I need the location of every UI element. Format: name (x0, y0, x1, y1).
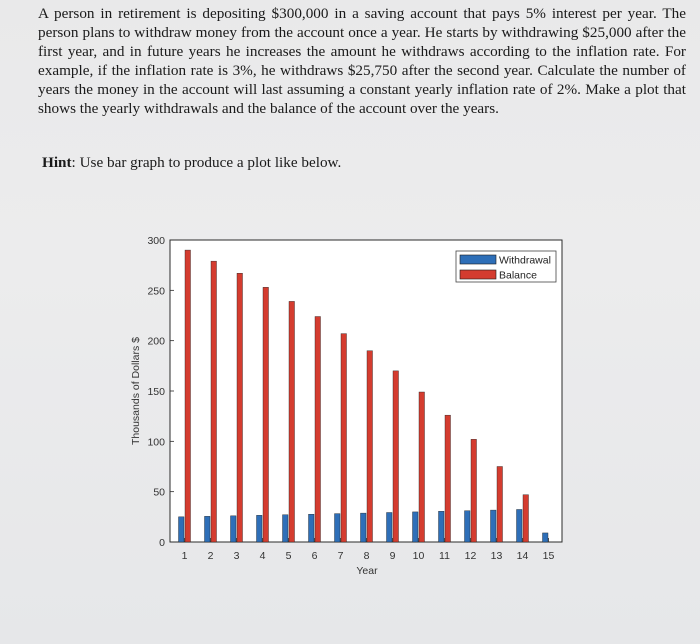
legend-withdrawal-label: Withdrawal (499, 254, 551, 267)
withdrawal-bar-6 (309, 514, 315, 542)
withdrawal-bar-14 (517, 509, 523, 542)
withdrawal-bar-11 (439, 511, 445, 542)
withdrawal-bar-3 (231, 516, 237, 542)
legend-balance-label: Balance (499, 269, 537, 282)
x-tick-label-12: 12 (464, 550, 477, 562)
x-tick-label-4: 4 (259, 550, 266, 562)
balance-bar-14 (523, 495, 529, 542)
x-tick-label-8: 8 (363, 550, 370, 562)
legend-withdrawal-swatch (460, 255, 496, 264)
withdrawal-bar-15 (543, 533, 549, 542)
y-tick-label-50: 50 (153, 486, 165, 499)
withdrawal-bar-13 (491, 510, 497, 542)
x-tick-label-1: 1 (181, 550, 188, 562)
hint-text: : Use bar graph to produce a plot like below. (71, 154, 342, 171)
plot-area (170, 240, 562, 542)
legend (456, 251, 556, 282)
balance-bar-1 (185, 250, 191, 542)
withdrawal-bar-1 (179, 517, 185, 542)
problem-statement: A person in retirement is depositing $300,000 in a saving account that pays 5% interest per year. The person plans to withdraw money from the account once a year. He starts by withdrawing $25,000 after the first year, and in future years he increases the amount he withdraws according to the inflation rate. For example, if the inflation rate is 3%, he withdraws $25,750 after the second year. Calculate the number of years the money in the account will last assuming a constant yearly inflation rate of 2%. Make a plot that shows the yearly withdrawals and the balance of the account over the years. (38, 5, 686, 117)
balance-bar-8 (367, 351, 373, 542)
hint-label: Hint (42, 154, 72, 171)
legend-balance-swatch (460, 270, 496, 279)
y-tick-label-300: 300 (147, 235, 165, 247)
y-tick-label-200: 200 (147, 335, 165, 348)
x-axis-label: Year (356, 565, 378, 577)
y-tick-label-150: 150 (147, 386, 165, 398)
x-tick-label-10: 10 (412, 550, 425, 562)
x-tick-label-6: 6 (311, 550, 318, 562)
x-tick-label-13: 13 (490, 550, 503, 562)
withdrawal-bar-4 (257, 515, 263, 542)
x-tick-label-7: 7 (337, 550, 344, 562)
balance-bar-6 (315, 317, 321, 542)
withdrawal-bar-9 (387, 513, 393, 543)
withdrawal-bar-7 (335, 514, 341, 542)
balance-bar-10 (419, 392, 425, 542)
x-tick-label-14: 14 (516, 550, 529, 562)
y-axis-label: Thousands of Dollars $ (130, 337, 142, 445)
balance-bar-11 (445, 415, 451, 542)
y-tick-label-250: 250 (147, 285, 165, 298)
balance-bar-2 (211, 261, 217, 542)
x-tick-label-9: 9 (389, 550, 396, 562)
withdrawal-bar-2 (205, 516, 211, 542)
withdrawal-bar-5 (283, 515, 289, 542)
balance-bar-5 (289, 301, 295, 542)
balance-bar-13 (497, 467, 503, 543)
withdrawal-bar-8 (361, 513, 367, 542)
balance-bar-9 (393, 371, 399, 542)
balance-bar-7 (341, 334, 347, 542)
withdrawal-bar-10 (413, 512, 419, 542)
x-tick-label-15: 15 (542, 550, 555, 562)
y-tick-label-100: 100 (147, 436, 165, 449)
balance-bar-4 (263, 287, 269, 542)
withdrawal-bar-12 (465, 511, 471, 542)
balance-bar-3 (237, 273, 243, 542)
x-tick-label-5: 5 (285, 550, 292, 562)
balance-bar-12 (471, 439, 477, 542)
x-tick-label-3: 3 (233, 550, 240, 562)
y-tick-label-0: 0 (159, 537, 165, 549)
x-tick-label-2: 2 (207, 550, 214, 562)
x-tick-label-11: 11 (439, 550, 450, 562)
